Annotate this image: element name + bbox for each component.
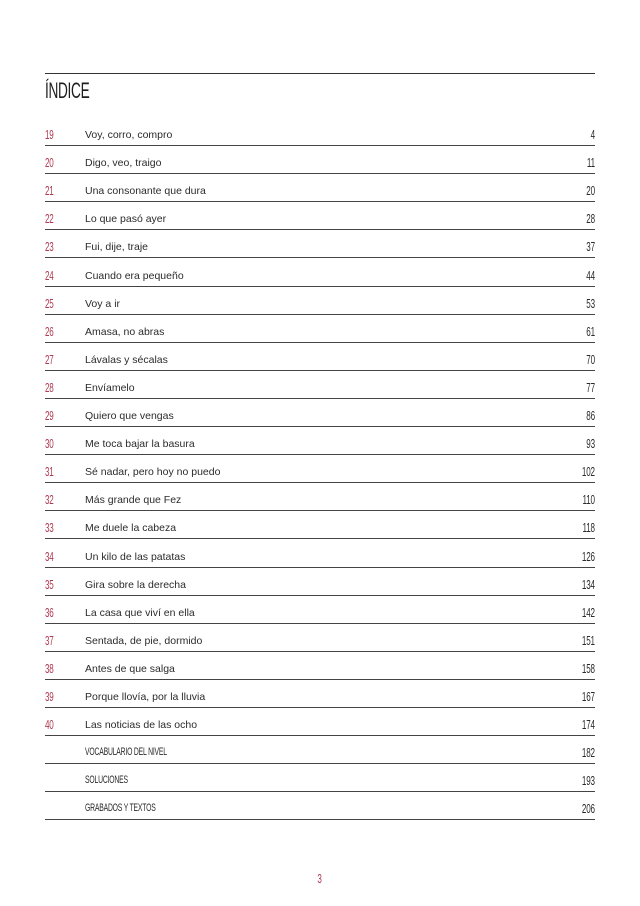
- entry-page: 86: [586, 408, 595, 424]
- entry-title[interactable]: Antes de que salga: [85, 662, 175, 675]
- entry-title[interactable]: Lávalas y sécalas: [85, 353, 168, 366]
- entry-page: 37: [586, 239, 595, 255]
- appendix-entry[interactable]: [45, 764, 595, 792]
- entry-number: 25: [45, 295, 54, 311]
- entry-number: 36: [45, 604, 54, 620]
- entry-title[interactable]: Más grande que Fez: [85, 494, 182, 507]
- entry-title[interactable]: Me toca bajar la basura: [85, 438, 195, 451]
- entry-page: 70: [586, 351, 595, 367]
- entry-title[interactable]: Voy, corro, compro: [85, 129, 173, 142]
- toc-entry[interactable]: [45, 146, 595, 174]
- toc-entry[interactable]: [45, 371, 595, 399]
- entry-page: 28: [586, 211, 595, 227]
- entry-page: 77: [586, 379, 595, 395]
- toc-entry[interactable]: [45, 399, 595, 427]
- entry-page: 158: [582, 660, 595, 676]
- entry-title[interactable]: Amasa, no abras: [85, 325, 165, 338]
- footer-page-number-text: 3: [317, 871, 323, 886]
- entry-page: 134: [582, 576, 595, 592]
- toc-entry[interactable]: [45, 202, 595, 230]
- entry-number: 31: [45, 464, 54, 480]
- toc-entry[interactable]: [45, 427, 595, 455]
- entry-number: 30: [45, 436, 54, 452]
- entry-number: 23: [45, 239, 54, 255]
- entry-page: 53: [586, 295, 595, 311]
- entry-title[interactable]: Porque llovía, por la lluvia: [85, 690, 206, 703]
- entry-title[interactable]: Sé nadar, pero hoy no puedo: [85, 466, 221, 479]
- toc-entry[interactable]: [45, 596, 595, 624]
- entry-title[interactable]: Me duele la cabeza: [85, 522, 177, 535]
- appendix-title[interactable]: VOCABULARIO DEL NIVEL: [85, 746, 167, 759]
- table-of-contents: [45, 73, 595, 820]
- entry-number: 26: [45, 323, 54, 339]
- appendix-page: 193: [582, 773, 595, 789]
- toc-entry[interactable]: [45, 652, 595, 680]
- toc-entry[interactable]: [45, 343, 595, 371]
- entry-page: 126: [582, 548, 595, 564]
- entry-title[interactable]: Digo, veo, traigo: [85, 157, 162, 170]
- entry-page: 174: [582, 717, 595, 733]
- entry-number: 28: [45, 379, 54, 395]
- entry-title[interactable]: Las noticias de las ocho: [85, 719, 198, 732]
- entry-page: 4: [590, 127, 595, 143]
- entry-number: 19: [45, 127, 54, 143]
- appendix-page: 182: [582, 745, 595, 761]
- entry-title[interactable]: Sentada, de pie, dormido: [85, 634, 203, 647]
- entry-number: 37: [45, 632, 54, 648]
- entry-title[interactable]: Cuando era pequeño: [85, 269, 184, 282]
- entry-page: 93: [586, 436, 595, 452]
- entry-page: 118: [582, 520, 595, 536]
- entry-page: 167: [582, 688, 595, 704]
- toc-entry[interactable]: [45, 539, 595, 567]
- entry-page: 61: [586, 323, 595, 339]
- entry-number: 24: [45, 267, 54, 283]
- entry-title[interactable]: Una consonante que dura: [85, 185, 206, 198]
- entries-list: [45, 118, 595, 736]
- footer-page-number: [0, 871, 640, 886]
- appendices-list: [45, 736, 595, 820]
- entry-page: 110: [582, 492, 595, 508]
- entry-title[interactable]: Fui, dije, traje: [85, 241, 149, 254]
- toc-entry[interactable]: [45, 680, 595, 708]
- toc-entry[interactable]: [45, 230, 595, 258]
- entry-number: 39: [45, 688, 54, 704]
- appendix-page: 206: [582, 801, 595, 817]
- toc-entry[interactable]: [45, 287, 595, 315]
- toc-entry[interactable]: [45, 258, 595, 286]
- toc-entry[interactable]: [45, 568, 595, 596]
- toc-entry[interactable]: [45, 483, 595, 511]
- entry-number: 33: [45, 520, 54, 536]
- entry-page: 11: [586, 155, 595, 171]
- entry-number: 29: [45, 408, 54, 424]
- entry-page: 44: [586, 267, 595, 283]
- toc-entry[interactable]: [45, 174, 595, 202]
- appendix-entry[interactable]: [45, 736, 595, 764]
- entry-title[interactable]: Un kilo de las patatas: [85, 550, 186, 563]
- toc-entry[interactable]: [45, 708, 595, 736]
- appendix-entry[interactable]: [45, 792, 595, 820]
- entry-title[interactable]: Envíamelo: [85, 381, 135, 394]
- entry-page: 20: [586, 183, 595, 199]
- entry-number: 38: [45, 660, 54, 676]
- entry-number: 32: [45, 492, 54, 508]
- entry-number: 40: [45, 717, 54, 733]
- entry-title[interactable]: La casa que viví en ella: [85, 606, 195, 619]
- toc-entry[interactable]: [45, 118, 595, 146]
- appendix-title[interactable]: SOLUCIONES: [85, 774, 128, 787]
- page-title: ÍNDICE: [45, 78, 90, 103]
- appendix-title[interactable]: GRABADOS Y TEXTOS: [85, 802, 156, 815]
- top-rule: [45, 73, 595, 74]
- entry-title[interactable]: Gira sobre la derecha: [85, 578, 186, 591]
- entry-title[interactable]: Quiero que vengas: [85, 410, 174, 423]
- entry-number: 35: [45, 576, 54, 592]
- toc-entry[interactable]: [45, 455, 595, 483]
- entry-number: 20: [45, 155, 54, 171]
- toc-entry[interactable]: [45, 315, 595, 343]
- entry-page: 102: [582, 464, 595, 480]
- entry-number: 21: [45, 183, 54, 199]
- toc-entry[interactable]: [45, 511, 595, 539]
- entry-page: 142: [582, 604, 595, 620]
- entry-number: 22: [45, 211, 54, 227]
- toc-entry[interactable]: [45, 624, 595, 652]
- entry-number: 34: [45, 548, 54, 564]
- entry-number: 27: [45, 351, 54, 367]
- entry-page: 151: [582, 632, 595, 648]
- entry-title[interactable]: Voy a ir: [85, 297, 121, 310]
- entry-title[interactable]: Lo que pasó ayer: [85, 213, 167, 226]
